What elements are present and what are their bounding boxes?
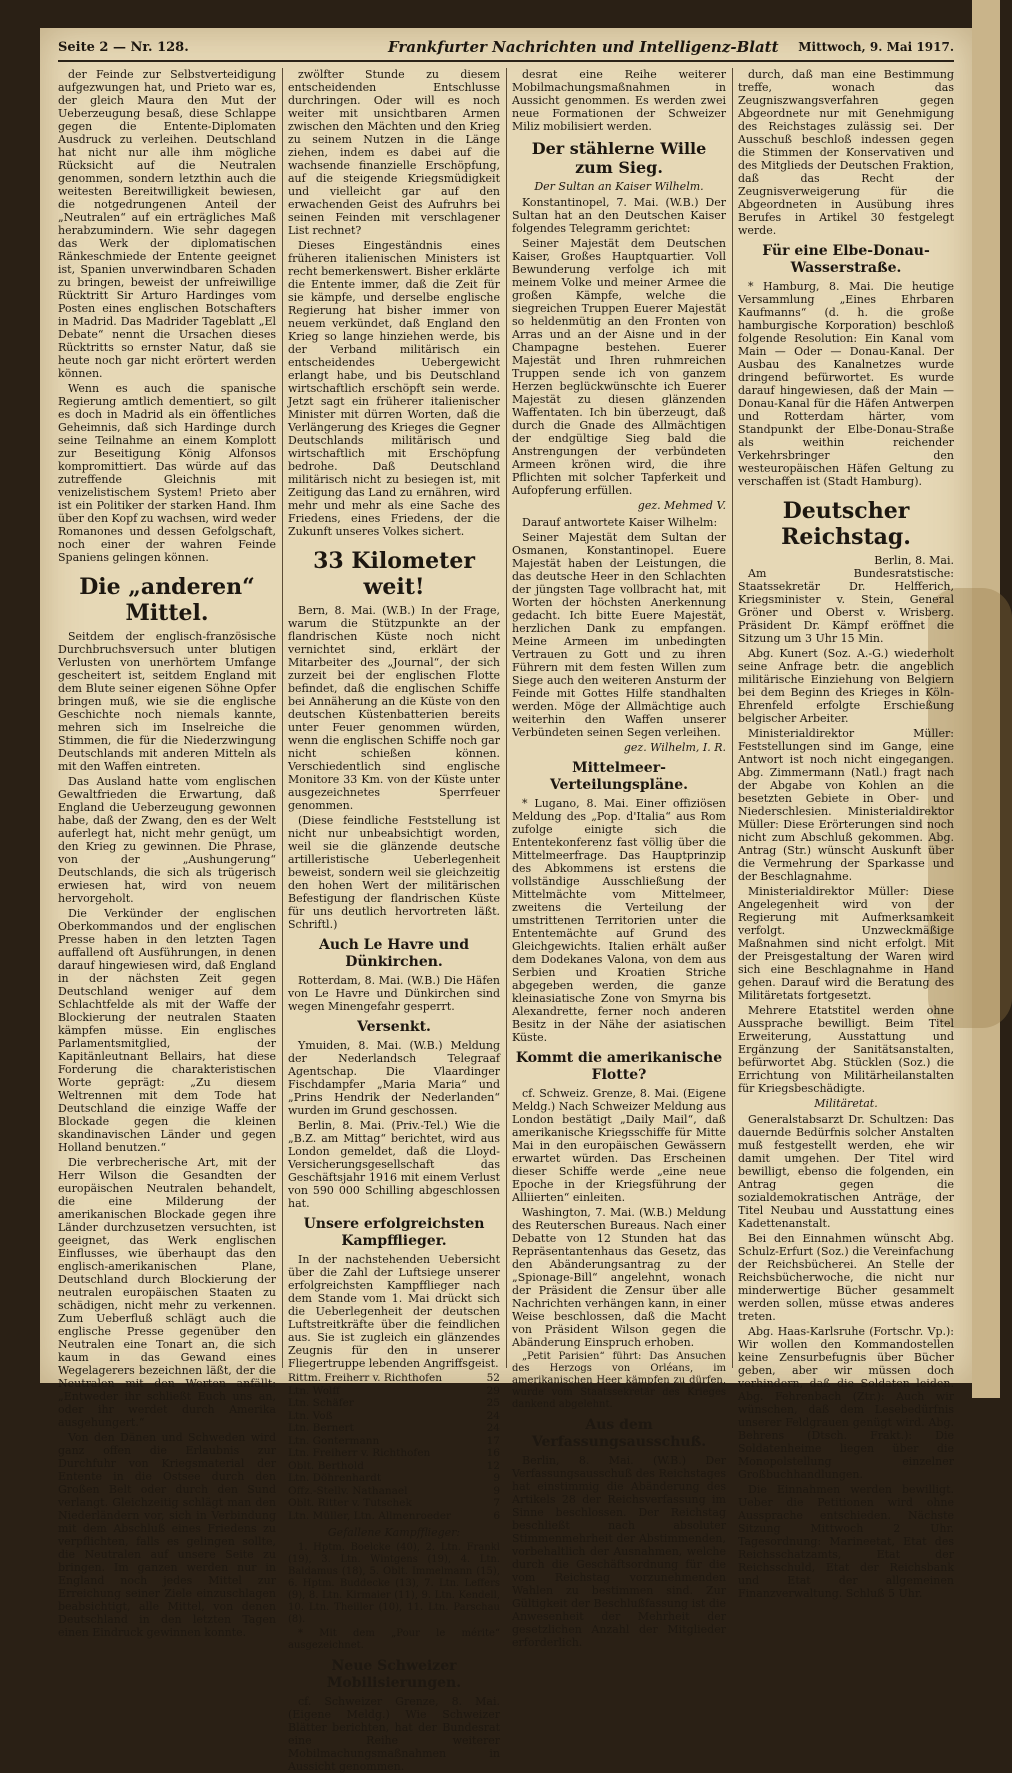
article-text: cf. Schweizer Grenze, 8. Mai. (Eigene Meldg.) Wie Schweizer Blätter berichten, hat der Bundesrat eine Reihe weiterer Mobilmachungsmaßnahmen in Aussicht genommen. [288,1695,500,1773]
article-text: durch, daß man eine Bestimmung treffe, wonach das Zeugniszwangsverfahren gegen Abgeordnete nur mit Genehmigung des Reichstages zulässig sei. Der Ausschuß beschloß indessen gegen die Stimmen der Konservativen und des Mitglieds der Deutschen Fraktion, daß das Recht der Zeugnisverweigerung für die Abgeordneten in Ausübung ihres Berufes in Artikel 30 festgelegt werde. [738,68,954,237]
article-text: (Diese feindliche Feststellung ist nicht nur unbeabsichtigt worden, weil sie die glänzende deutsche artilleristische Ueberlegenheit beweist, sondern weil sie gleichzeitig den hohen Wert der militärischen Befestigung der flandrischen Küste für uns deutlich hervortreten läßt. Schriftl.) [288,814,500,931]
column-4 [738,68,954,1600]
article-text: Berlin, 8. Mai. (W.B.) Der Verfassungsausschuß des Reichstages hat einstimmig die Abänderung des Artikels 28 der Reichsverfassung im Sinne beschlossen. Der Reichstag beschließt nach absoluter Stimmenmehrheit der Abstimmenden, vorbehaltlich der Ausnahmen, welche durch die Geschäftsordnung für die vom Reichstag vorzunehmenden Wahlen zu bestimmen sind. Zur Gültigkeit der Beschlußfassung ist die Anwesenheit der Mehrheit der gesetzlichen Anzahl der Mitglieder erforderlich. [512,1454,726,1649]
footnote: „Petit Parisien“ führt: Das Ansuchen des Herzogs von Orléans, im amerikanischen Heer kämpfen zu dürfen, wurde vom Staatssekretär des Krieges dankend abgelehnt. [512,1351,726,1410]
article-text: In der nachstehenden Uebersicht über die Zahl der Luftsiege unserer erfolgreichsten Kampfflieger nach dem Stande vom 1. Mai drückt sich die Ueberlegenheit der deutschen Luftstreitkräfte über die feindlichen aus. Sie ist zugleich ein glänzendes Zeugnis für den in unserer Fliegertruppe lebenden Angriffsgeist. [288,1253,500,1370]
article-text: Seiner Majestät dem Sultan der Osmanen, Konstantinopel. Euere Majestät haben der Leistungen, die das deutsche Heer in den Schlachten der jüngsten Tage vollbracht hat, mit Worten der höchsten Anerkennung gedacht. Ich bitte Euere Majestät, herzlichen Dank zu empfangen. Meine Armeen im unbedingten Vertrauen zu Gott und zu ihren Führern mit dem festen Willen zum Siege auch den weiteren Ansturm der Feinde mit Gottes Hilfe standhalten werden. Möge der Allmächtige auch weiterhin den Waffen unserer Verbündeten seinen Segen verleihen. [512,531,726,739]
column-3 [512,68,726,1649]
article-text: Die Einnahmen werden bewilligt. Ueber die Petitionen wird ohne Aussprache entschieden. Nächste Sitzung Mittwoch 2 Uhr. Tagesordnung: Marineetat, Etat des Reichsschatzamts, Etat der Reichsschuld, Etat der Reichsbank und Etat der allgemeinen Finanzverwaltung. Schluß 5 Uhr. [738,1483,954,1600]
pilot-list [288,1372,500,1522]
article-text: Die Verkünder der englischen Oberkommandos und der englischen Presse haben in den letzten Tagen auffallend oft Ausführungen, in denen darauf hingewiesen wird, daß England in der nächsten Zeit gegen Deutschland weniger auf dem Schlachtfelde als mit der Waffe der Blockierung der neutralen Staaten kämpfen müsse. Ein englisches Parlamentsmitglied, der Kapitänleutnant Bellairs, hat diese Forderung die charakteristischen Worte geprägt: „Zu diesem Weltrennen mit dem Tode hat Deutschland die einzige Waffe der Blockade gegen die kleinen skandinavischen Länder und gegen Holland benutzen.“ [58,907,276,1154]
page-number: Seite 2 — Nr. 128. [58,40,189,55]
headline: Der stählerne Wille zum Sieg. [531,139,707,177]
article-text: Die verbrecherische Art, mit der Herr Wilson die Gesandten der europäischen Neutralen behandelt, die eine Milderung der amerikanischen Blockade gegen ihre Länder durchzusetzen versuchten, ist geeignet, das Werk englischen Einflusses, wie überhaupt das den englisch-amerikanischen Plane, Deutschland durch Blockierung der neutralen europäischen Staaten zu schädigen, nicht mehr zu verkennen. Zum Ueberfluß schlägt auch die englische Presse gegenüber den Neutralen eine Tonart an, die sich kaum in das Gewand eines Wegelagerers bezeichnen läßt, der die Neutralen mit den Worten anfällt: „Entweder ihr schließt Euch uns an, oder ihr werdet durch Amerika ausgehungert.“ [58,1156,276,1429]
article-text: Ministerialdirektor Müller: Diese Angelegenheit wird von der Regierung mit Aufmerksamkeit verfolgt. Unzweckmäßige Maßnahmen sind nicht erfolgt. Mit der Preisgestaltung der Waren wird sich eine Beschlagnahme in Hand gehen. Darauf wird die Beratung des Militäretats fortgesetzt. [738,885,954,1002]
headline: Neue Schweizer Mobilisierungen. [326,1658,462,1691]
headline: Aus dem Verfassungsausschuß. [531,1417,707,1450]
column-1 [58,68,276,1639]
list-item: Ltn. Freiherr v. Richthofen 16 [288,1447,500,1459]
article-text: * Lugano, 8. Mai. Einer offiziösen Meldung des „Pop. d'Italia“ aus Rom zufolge einigte sich die Ententekonferenz fast völlig über die Mittelmeerfrage. Das Hauptprinzip des Abkommens ist erstens die vollständige Ausschließung der Mittelmächte vom Mittelmeer, zweitens die Verteilung der umstrittenen Territorien unter die Ententemächte auf Grund des Gleichgewichts. Italien erhält außer dem Dodekanes Valona, von dem aus Serbien und Kroatien Striche abgegeben werden, die ganze kleinasiatische Zone von Smyrna bis Alexandrette, ferner noch anderen Besitz in der Nähe der asiatischen Küste. [512,797,726,1044]
headline: Versenkt. [357,1019,431,1035]
signature: gez. Wilhelm, I. R. [623,741,726,754]
article-text: der Feinde zur Selbstverteidigung aufgezwungen hat, und Prieto war es, der gleich Maura den Mut der Ueberzeugung besaß, diese Schlappe gegen die Entente-Diplomaten Ausdruck zu verleihen. Deutschland hat nicht nur alle ihm mögliche Rücksicht auf die Neutralen genommen, sondern letzthin auch die weitesten Bereitwilligkeit bewiesen, die notgedrungenen Anteil der „Neutralen“ auf ein erträgliches Maß herabzumindern. Wie sehr dagegen das Werk der diplomatischen Ränkeschmiede der Entente geeignet ist, Spanien unverwindbaren Schaden zu bringen, beweist der unfreiwillige Rücktritt Sir Arturo Hardinges vom Posten eines englischen Botschafters in Madrid. Das Madrider Tageblatt „El Debate“ nennt die Ursachen dieses Rücktritts so ernster Natur, daß sie heute noch gar nicht erörtert werden können. [58,68,276,380]
article-text: Abg. Kunert (Soz. A.-G.) wiederholt seine Anfrage betr. die angeblich militärische Einziehung von Belgiern bei dem Beginn des Krieges in Köln-Ehrenfeld erfolgte Erschießung belgischer Arbeiter. [738,647,954,725]
column-rule [506,68,507,1368]
article-text: desrat eine Reihe weiterer Mobilmachungsmaßnahmen in Aussicht genommen. Es werden zwei neue Formationen der Schweizer Miliz mobilisiert werden. [512,68,726,133]
article-text: Bei den Einnahmen wünscht Abg. Schulz-Erfurt (Soz.) die Vereinfachung der Reichsbücherei. An Stelle der Reichsbücherwoche, die nicht nur minderwertige Bücher gesammelt werden sollen, müsse etwas anderes treten. [738,1232,954,1323]
subheading: Militäretat. [814,1097,878,1110]
article-text: Berlin, 8. Mai. (Priv.-Tel.) Wie die „B.Z. am Mittag“ berichtet, wird aus London gemeldet, daß die Lloyd-Versicherungsgesellschaft das Geschäftsjahr 1916 mit einem Verlust von 590 000 Schilling abgeschlossen hat. [288,1119,500,1210]
list-item: Oblt. Berthold 12 [288,1459,500,1472]
headline: Auch Le Havre und Dünkirchen. [319,937,469,970]
headline: Deutscher Reichstag. [781,498,911,550]
article-text: Ministerialdirektor Müller: Feststellungen sind im Gange, eine Antwort ist noch nicht eingegangen. Abg. Zimmermann (Natl.) fragt nach der Abgabe von Kohlen an die besetzten Gebiete in Ober- und Niederschlesien. Ministerialdirektor Müller: Diese Erörterungen sind noch nicht zum Abschluß gekommen. Abg. Antrag (Str.) wünscht Auskunft über die Vermehrung der Sparkasse und der Beschlagnahme. [738,727,954,883]
article-text: 1. Hptm. Boelcke (40), 2. Ltn. Frankl (19), 3. Ltn. Wintgens (19), 4. Ltn. Baldamus (18), 5. Oblt. Immelmann (15), 6. Hptm. Buddecke (13), 7. Ltn. Leffers (9), 8. Ltn. Kirmaier (11), 9. Ltn. Kendell, 10. Ltn. Theiller (10), 11. Ltn. Parschau (8). [288,1542,500,1625]
headline: Unsere erfolgreichsten Kampfflieger. [303,1216,485,1249]
headline: Für eine Elbe-Donau-Wasserstraße. [762,243,930,276]
column-2 [288,68,500,1773]
article-text: Seitdem der englisch-französische Durchbruchsversuch unter blutigen Verlusten von unerhörtem Umfange gescheitert ist, seitdem England mit dem Blute seiner eigenen Söhne Opfer bringen muß, wie sie die englische Geschichte noch niemals kannte, mehren sich im Inselreiche die Stimmen, die für die Niederzwingung Deutschlands mit anderen Mitteln als mit den Waffen eintreten. [58,630,276,773]
newspaper-title: Frankfurter Nachrichten und Intelligenz-Blatt [388,38,779,56]
headline: Die „anderen“ Mittel. [79,574,255,626]
list-item: Rittm. Freiherr v. Richthofen 52 [288,1372,500,1384]
list-item: Ltn. Schäfer 25 [288,1397,500,1409]
article-text: * Hamburg, 8. Mai. Die heutige Versammlung „Eines Ehrbaren Kaufmanns“ (d. h. die große hamburgische Korporation) beschloß folgende Resolution: Ein Kanal vom Main — Oder — Donau-Kanal. Der Ausbau des Kanalnetzes wurde dringend befürwortet. Es wurde darauf hingewiesen, daß der Main — Donau-Kanal für die Häfen Antwerpen und Rotterdam härter, vom Standpunkt der Elbe-Donau-Straße als weithin reichender Verkehrsbringer den westeuropäischen Häfen Geltung zu verschaffen ist (Stadt Hamburg). [738,280,954,488]
article-text: Dieses Eingeständnis eines früheren italienischen Ministers ist recht bemerkenswert. Bisher erklärte die Entente immer, daß die Zeit für sie kämpfe, und derselbe englische Regierung hat bisher immer von neuem verkündet, daß England den Krieg so lange hinziehen werde, bis der Verband militärisch ein entscheidendes Uebergewicht erlangt habe, und bis Deutschland wirtschaftlich erschöpft sein werde. Jetzt sagt ein früherer italienischer Minister mit dürren Worten, daß die Verlängerung des Krieges die Gegner Deutschlands militärisch und wirtschaftlich mit Erschöpfung bedrohe. Daß Deutschland militärisch nicht zu besiegen ist, mit Zeitigung das Land zu ernähren, wird mehr und mehr als eine Sache des Friedens, eines Friedens, der die Zukunft unseres Volkes sichert. [288,239,500,538]
list-item: Ltn. Wolff 29 [288,1384,500,1397]
article-text: Ymuiden, 8. Mai. (W.B.) Meldung der Nederlandsch Telegraaf Agentschap. Die Vlaardinger Fischdampfer „Maria Maria“ und „Prins Hendrik der Nederlanden“ wurden im Grund geschossen. [288,1039,500,1117]
footnote: * Mit dem „Pour le mérite“ ausgezeichnet. [288,1628,500,1651]
dateline: Berlin, 8. Mai. [874,554,954,567]
article-text: Generalstabsarzt Dr. Schultzen: Das dauernde Bedürfnis solcher Anstalten muß festgestellt werden, ehe wir damit umgehen. Der Titel wird bewilligt, ebenso die folgenden, ein Antrag gegen die sozialdemokratischen Anträge, der Titel Neubau und Ausstattung eines Kadettenanstalt. [738,1113,954,1230]
article-text: cf. Schweiz. Grenze, 8. Mai. (Eigene Meldg.) Nach Schweizer Meldung aus London bestätigt „Daily Mail“, daß amerikanische Kriegsschiffe für Mitte Mai in den europäischen Gewässern erwartet würden. Das Erscheinen dieser Schiffe werde „eine neue Epoche in der Kriegsführung der Alliierten“ einleiten. [512,1087,726,1204]
list-item: Ltn. Bernert 24 [288,1422,500,1434]
newspaper-page [40,28,972,1773]
list-item: Ltn. Müller, Ltn. Allmenroeder 6 [288,1509,500,1522]
list-item: Ltn. Voß 24 [288,1409,500,1422]
list-item: Oblt. Ritter v. Tutschek 7 [288,1497,500,1509]
article-text: Abg. Haas-Karlsruhe (Fortschr. Vp.): Wir wollen den Kommandostellen keine Zensurbefugnis über Bücher geben, aber wir müssen doch verhindern, daß die Soldaten leiden. Abg. Fehrenbach (Ztr.): Auch wir wünschen, daß dem Lesebedürfnis unserer Feldgrauen genügt wird. Abg. Behrens (Dtsch. Frakt.): Die Soldatenheime liegen über die Monopolstellung einzelner Großbuchhandlungen. [738,1325,954,1481]
masthead [58,38,954,62]
list-item: Offz.-Stellv. Nathanael 9 [288,1484,500,1497]
issue-date: Mittwoch, 9. Mai 1917. [798,40,954,54]
signature: gez. Mehmed V. [637,499,726,512]
article-text: zwölfter Stunde zu diesem entscheidenden Entschlusse durchringen. Oder will es noch weiter mit unsichtbaren Armen zwischen den Mächten und den Krieg zu seinem Nutzen in die Länge ziehen, indem es dabei auf die wachsende finanzielle Erschöpfung, auf die steigende Kriegsmüdigkeit und vielleicht gar auf den erwachenden Geist des Aufruhrs bei seinen Feinden mit verschlagener List rechnet? [288,68,500,237]
headline: 33 Kilometer weit! [313,548,475,600]
subheading: Gefallene Kampfflieger: [327,1526,461,1539]
headline: Kommt die amerikanische Flotte? [515,1050,723,1083]
list-item: Ltn. Gontermann 17 [288,1434,500,1447]
article-text: Seiner Majestät dem Deutschen Kaiser, Großes Hauptquartier. Voll Bewunderung verfolge ich mit meinem Volke und meiner Armee die großen Kämpfe, welche die siegreichen Truppen Euerer Majestät so heldenmütig an den Fronten von Arras und an der Aisne und in der Champagne bestehen. Euerer Majestät und Ihren ruhmreichen Truppen sende ich von ganzem Herzen beglückwünschte ich Euerer Majestät zu diesen glänzenden Waffentaten. Ich bin überzeugt, daß durch die Gnade des Allmächtigen der endgültige Sieg bald die Anstrengungen der verbündeten Armeen krönen wird, die ihre Pflichten mit solcher Tapferkeit und Aufopferung erfüllen. [512,237,726,497]
column-rule [282,68,283,1368]
article-text: Mehrere Etatstitel werden ohne Aussprache bewilligt. Beim Titel Erweiterung, Ausstattung und Ergänzung der Sanitätsanstalten, befürwortet Abg. Stücklen (Soz.) die Errichtung von Militärheilanstalten für Kriegsbeschädigte. [738,1004,954,1095]
article-text: Washington, 7. Mai. (W.B.) Meldung des Reuterschen Bureaus. Nach einer Debatte von 12 Stunden hat das Repräsentantenhaus das Gesetz, das den Abänderungsantrag zu der „Spionage-Bill“ angelehnt, wonach der Präsident die Zensur über alle Nachrichten verhängen kann, in einer Weise beschlossen, daß die Macht von Präsident Wilson gegen die Abänderung Einspruch erhoben. [512,1206,726,1349]
column-rule [732,68,733,1368]
article-text: Wenn es auch die spanische Regierung amtlich dementiert, so gilt es doch in Madrid als ein öffentliches Geheimnis, daß sich Hardinge durch seine Teilnahme an einem Komplott zur Beseitigung König Alfonsos kompromittiert. Das würde auf das zutreffende Gleichnis mit venizelistischem System! Prieto aber ist ein Politiker der starken Hand. Ihm über den Kopf zu wachsen, wird weder Romanones und dessen Gefolgschaft, noch einer der wahren Feinde Spaniens gelingen können. [58,382,276,564]
article-text: Von den Dänen und Schweden wird ganz offen die Erlaubnis zur Durchfuhr von Kriegsmaterial der Entente in die Ostsee durch den Großen Belt oder durch den Sund verlangt. Gleichzeitig schlägt man den Niederländern vor, sich in Verbindung mit dem Abschluß eines Friedens zu verpflichten, falls es gelingen sollte, die Neutralen auf unsere Seite zu bringen. Im ganzen werden nur in England noch jedes Mittel zur Erreichung seiner Ziele einzuschlagen beabsichtigt, alle Mittel, von denen Deutschland in den letzten Tagen einen Eindruck gewinnen konnte. [58,1431,276,1639]
article-text: Das Ausland hatte vom englischen Gewaltfrieden die Erwartung, daß England die Ueberzeugung gewonnen habe, daß der Zwang, den es der Welt auferlegt hat, nicht mehr genügt, um den Krieg zu gewinnen. Die Phrase, von der „Aushungerung“ Deutschlands, die sich als trügerisch erwiesen hat, wird von neuem hervorgeholt. [58,775,276,905]
article-text: Rotterdam, 8. Mai. (W.B.) Die Häfen von Le Havre und Dünkirchen sind wegen Minengefahr gesperrt. [288,974,500,1013]
headline: Mittelmeer-Verteilungspläne. [549,760,689,793]
article-text: Konstantinopel, 7. Mai. (W.B.) Der Sultan hat an den Deutschen Kaiser folgendes Telegramm gerichtet: [512,196,726,235]
article-text: Darauf antwortete Kaiser Wilhelm: [522,516,718,529]
list-item: Ltn. Döhrenhardt 9 [288,1472,500,1484]
article-text: Bern, 8. Mai. (W.B.) In der Frage, warum die Stützpunkte an der flandrischen Küste noch nicht vernichtet sind, erklärt der Mitarbeiter des „Journal“, der sich zurzeit bei der englischen Flotte befindet, daß die englischen Schiffe bei Annäherung an die Küste von den deutschen Küstenbatterien bereits unter Feuer genommen würden, wenn die englischen Schiffe noch gar nicht schießen können. Verschiedentlich sind englische Monitore 33 Km. von der Küste unter ausgezeichnetes Sperrfeuer genommen. [288,604,500,812]
article-text: Am Bundesratstische: Staatssekretär Dr. Helfferich, Kriegsminister v. Stein, General Gröner und Oberst v. Wrisberg. Präsident Dr. Kämpf eröffnet die Sitzung um 3 Uhr 15 Min. [738,567,954,645]
subheading: Der Sultan an Kaiser Wilhelm. [534,180,704,193]
